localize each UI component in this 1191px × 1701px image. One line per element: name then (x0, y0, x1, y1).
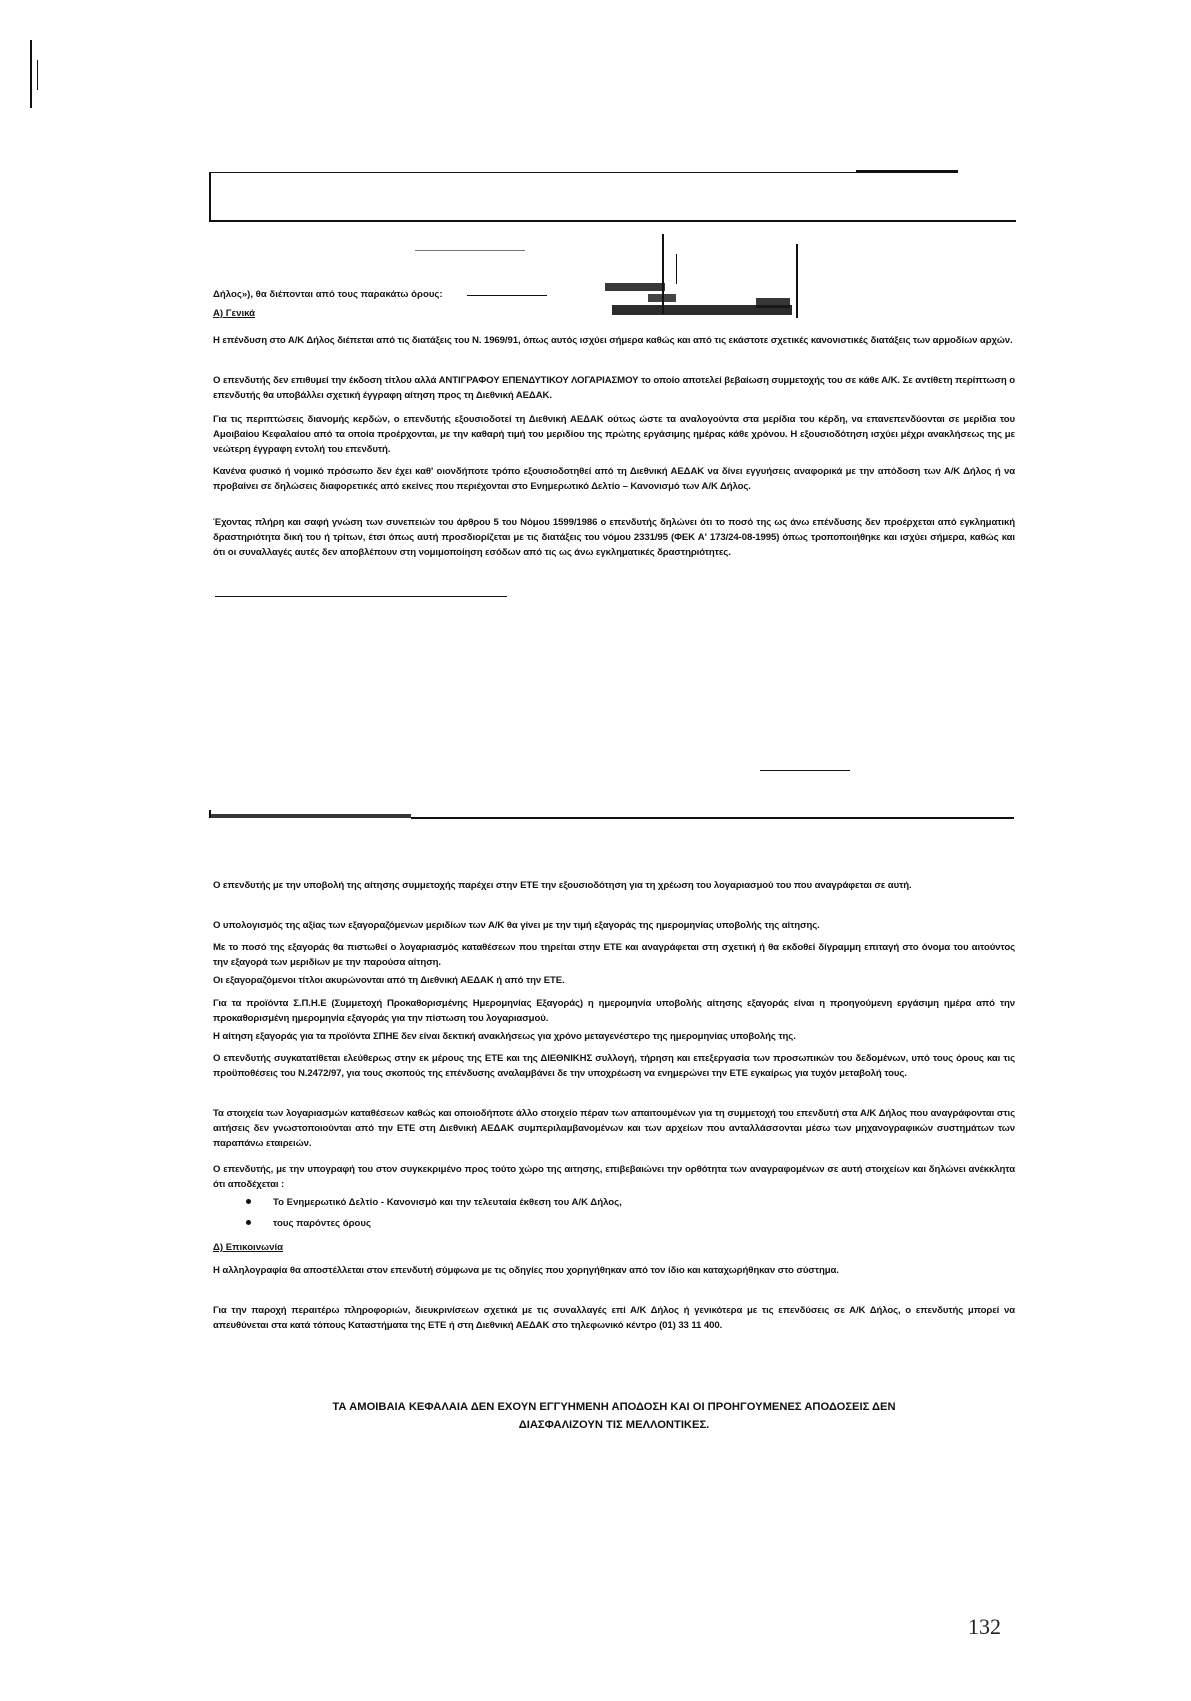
intro-underline (467, 295, 547, 296)
bullet-text: Το Ενημερωτικό Δελτίο - Κανονισμό και την τελευταία έκθεση του Α/Κ Δήλος, (273, 1197, 622, 1208)
paragraph-personal-data: Ο επενδυτής συγκατατίθεται ελεύθερως στην εκ μέρους της ΕΤΕ και της ΔΙΕΘΝΙΚΗΣ συλλογή, τήρηση και επεξεργασία των προσωπικών του δεδομένων, υπό τους όρους και τις προϋποθέσεις του Ν.2472/97, για τους σκοπούς της επένδυσης αναλαμβάνει δε την υποχρέωση να ενημερώνει την ΕΤΕ εγκαίρως για τυχόν μεταβολή τους. (213, 1053, 1015, 1079)
paragraph-sphe-irrevocable: Η αίτηση εξαγοράς για τα προϊόντα ΣΠΗΕ δεν είναι δεκτική ανακλήσεως για χρόνο μεταγενέστερο της ημερομηνίας υποβολής της. (213, 1031, 796, 1042)
bullet-icon (246, 1220, 251, 1225)
stamp-box-right (796, 244, 798, 318)
stamp-box-left (662, 234, 664, 314)
top-frame-left (209, 172, 211, 222)
bullet-item-terms (246, 1216, 371, 1231)
paragraph-legal-framework: Η επένδυση στο Α/Κ Δήλος διέπεται από τις διατάξεις του Ν. 1969/91, όπως αυτός ισχύει σήμερα καθώς και από τις εκάστοτε σχετικές κανονιστικές διατάξεις των αρμοδίων αρχών. (213, 335, 1013, 346)
bullet-text: τους παρόντες όρους (273, 1218, 371, 1229)
top-frame-bottom (209, 220, 1016, 222)
paragraph-contact-info: Για την παροχή περαιτέρω πληροφοριών, διευκρινίσεων σχετικά με τις συναλλαγές επί Α/Κ Δήλος ή γενικότερα με τις επενδύσεις σε Α/Κ Δήλος, ο επενδυτής μπορεί να απευθύνεται στα κατά τόπους Καταστήματα της ΕΤΕ ή στη Διεθνική ΑΕΔΑΚ στο τηλεφωνικό κέντρο (01) 33 11 400. (213, 1305, 1015, 1331)
paragraph-sphe-date: Για τα προϊόντα Σ.Π.Η.Ε (Συμμετοχή Προκαθορισμένης Ημερομηνίας Εξαγοράς) η ημερομηνία υποβολής αίτησης εξαγοράς είναι η προηγούμενη εργάσιμη ημέρα από την προκαθορισμένη ημερομηνία εξαγοράς για την πίστωση του λογαριασμού. (213, 998, 1015, 1024)
separator-short (215, 596, 507, 597)
paragraph-account-copy: Ο επενδυτής δεν επιθυμεί την έκδοση τίτλου αλλά ΑΝΤΙΓΡΑΦΟΥ ΕΠΕΝΔΥΤΙΚΟΥ ΛΟΓΑΡΙΑΣΜΟΥ το οποίο αποτελεί βεβαίωση συμμετοχής του σε κάθε Α/Κ. Σε αντίθετη περίπτωση ο επενδυτής θα υποβάλλει σχετική έγγραφη αίτηση προς τη Διεθνική ΑΕΔΑΚ. (213, 375, 1015, 401)
paragraph-redemption-credit: Με το ποσό της εξαγοράς θα πιστωθεί ο λογαριασμός καταθέσεων που τηρείται στην ΕΤΕ και αναγράφεται στη σχετική ή θα εκδοθεί δίγραμμη επιταγή στο όνομα του αιτούντος την εξαγορά των μεριδίων με την παρούσα αίτηση. (213, 942, 1015, 968)
paragraph-debit-authorization: Ο επενδυτής με την υποβολή της αίτησης συμμετοχής παρέχει στην ΕΤΕ την εξουσιοδότηση για τη χρέωση του λογαριασμού του που αναγράφεται σε αυτή. (213, 880, 912, 891)
bullet-icon (246, 1199, 251, 1204)
top-frame-top (210, 172, 958, 173)
top-frame-faint (415, 250, 525, 251)
section-heading-general: Α) Γενικά (213, 308, 256, 319)
paragraph-titles-cancelled: Οι εξαγοραζόμενοι τίτλοι ακυρώνονται από τη Διεθνική ΑΕΔΑΚ ή από την ΕΤΕ. (213, 975, 565, 986)
paragraph-anti-money-laundering: Έχοντας πλήρη και σαφή γνώση των συνεπειών του άρθρου 5 του Νόμου 1599/1986 ο επενδυτής δηλώνει ότι το ποσό της ως άνω επένδυσης δεν προέρχεται από εγκληματική δραστηριότητα δική του ή τρίτων, έτσι όπως αυτή προσδιορίζεται με τις διατάξεις του νόμου 2331/95 (ΦΕΚ Α' 173/24-08-1995) όπως τροποποιήθηκε και ισχύει σήμερα, καθώς και ότι οι συναλλαγές αυτές δεν αποβλέπουν στη νομιμοποίηση εσόδων από τις ως άνω εγκληματικές δραστηριότητες. (213, 517, 1015, 558)
stamp-blot-4 (756, 298, 790, 308)
bullet-item-prospectus (246, 1195, 622, 1210)
stamp-blot-3 (648, 294, 676, 302)
paragraph-profit-distribution: Για τις περιπτώσεις διανομής κερδών, ο επενδυτής εξουσιοδοτεί τη Διεθνική ΑΕΔΑΚ ούτως ώστε τα αναλογούντα στα μερίδια του κέρδη, να επανεπενδύονται σε μερίδια του Αμοιβαίου Κεφαλαίου από τα οποία προέρχονται, με την καθαρή τιμή του μεριδίου της πρώτης εργάσιμης ημέρας κάθε χρόνου. Η εξουσιοδότηση ισχύει μέχρι ανακλήσεως της με νεώτερη έγγραφη εντολή του επενδυτή. (213, 414, 1015, 455)
box2-bottom-blot (211, 814, 411, 818)
paragraph-no-guarantee-agents: Κανένα φυσικό ή νομικό πρόσωπο δεν έχει καθ' οιονδήποτε τρόπο εξουσιοδοτηθεί από τη Διεθνική ΑΕΔΑΚ να δίνει εγγυήσεις αναφορικά με την απόδοση των Α/Κ Δήλος ή να προβαίνει σε δηλώσεις διαφορετικές από εκείνες που περιέχονται στο Ενημερωτικό Δελτίο – Κανονισμό των Α/Κ Δήλος. (213, 466, 1015, 492)
section-heading-communication: Δ) Επικοινωνία (213, 1242, 284, 1253)
paragraph-redemption-value: Ο υπολογισμός της αξίας των εξαγοραζόμενων μεριδίων των Α/Κ θα γίνει με την τιμή εξαγοράς της ημερομηνίας υποβολής της αίτησης. (213, 920, 820, 931)
page-number: 132 (968, 1614, 1001, 1639)
scan-mark-left-2 (37, 60, 38, 90)
top-frame-accent (856, 170, 958, 173)
paragraph-correspondence: Η αλληλογραφία θα αποστέλλεται στον επενδυτή σύμφωνα με τις οδηγίες που χορηγήθηκαν από τον ίδιο και καταχωρήθηκαν στο σύστημα. (213, 1265, 839, 1276)
box2-bottom-line (411, 817, 1014, 819)
disclaimer-line-2: ΔΙΑΣΦΑΛΙΖΟΥΝ ΤΙΣ ΜΕΛΛΟΝΤΙΚΕΣ. (518, 1419, 710, 1431)
intro-line: Δήλος»), θα διέπονται από τους παρακάτω όρους: (213, 289, 443, 300)
paragraph-account-confidentiality: Τα στοιχεία των λογαριασμών καταθέσεων καθώς και οποιοδήποτε άλλο στοιχείο πέραν των απαιτουμένων για τη συμμετοχή του επενδυτή στα Α/Κ Δήλος που αναγράφονται στις αιτήσεις δεν γνωστοποιούνται από την ΕΤΕ στη Διεθνική ΑΕΔΑΚ συμπεριλαμβανομένων και των αρχείων που ανταλλάσσονται μέσω των μηχανογραφικών συστημάτων των παραπάνω εταιρειών. (213, 1108, 1015, 1149)
scan-mark-left-1 (30, 40, 32, 108)
paragraph-signature-acceptance: Ο επενδυτής, με την υπογραφή του στον συγκεκριμένο προς τούτο χώρο της αιτησης, επιβεβαιώνει την ορθότητα των αναγραφομένων σε αυτή στοιχείων και δηλώνει ανέκκλητα ότι αποδέχεται : (213, 1164, 1015, 1190)
disclaimer-line-1: ΤΑ ΑΜΟΙΒΑΙΑ ΚΕΦΑΛΑΙΑ ΔΕΝ ΕΧΟΥΝ ΕΓΓΥΗΜΕΝΗ ΑΠΟΔΟΣΗ ΚΑΙ ΟΙ ΠΡΟΗΓΟΥΜΕΝΕΣ ΑΠΟΔΟΣΕΙΣ ΔΕΝ (332, 1401, 896, 1413)
stamp-blot-1 (605, 283, 665, 291)
stamp-box-inner (676, 254, 677, 284)
box2-right-line (760, 770, 850, 771)
